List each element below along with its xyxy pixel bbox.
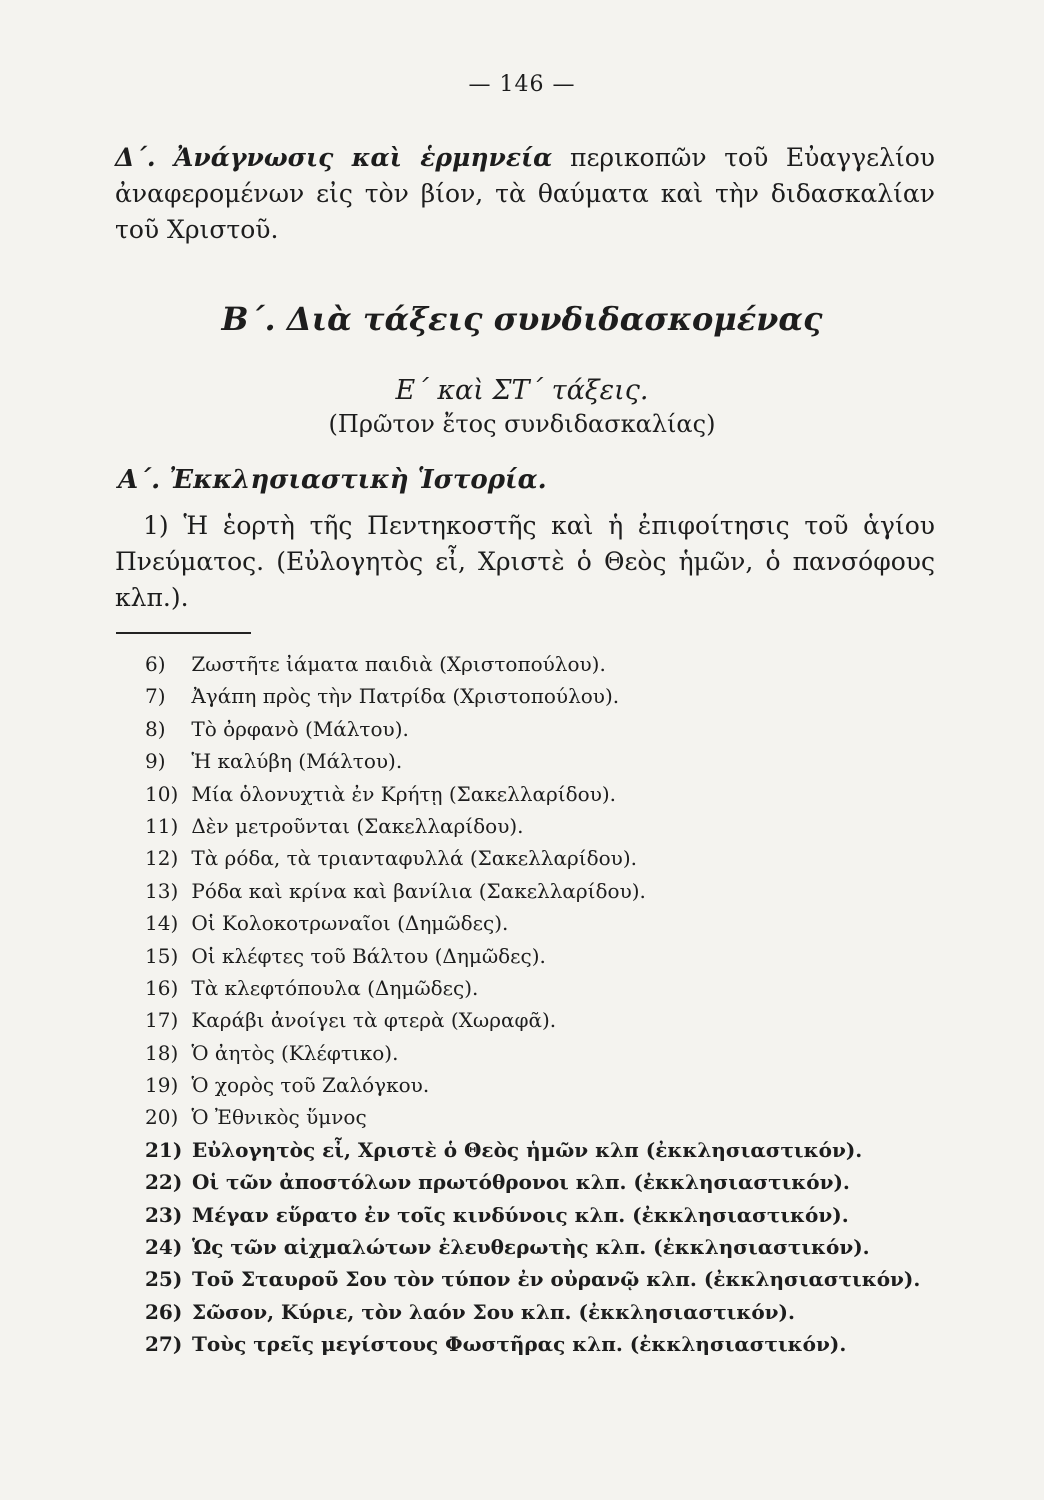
list-item-text: Οἱ Κολοκοτρωναῖοι (Δημῶδες).	[185, 911, 509, 936]
list-item	[145, 1134, 905, 1166]
list-item	[145, 972, 905, 1004]
list-item-number: 8)	[145, 716, 166, 741]
list-item-number: 25)	[145, 1267, 183, 1292]
list-item	[145, 907, 905, 939]
list-item-text: Ὁ χορὸς τοῦ Ζαλόγκου.	[185, 1073, 430, 1098]
list-item-text: Οἱ τῶν ἀποστόλων πρωτόθρονοι κλπ. (ἐκκλησιαστικόν).	[185, 1170, 850, 1195]
list-item	[145, 778, 905, 810]
list-item-number: 22)	[145, 1170, 183, 1195]
list-item-text: Ρόδα καὶ κρίνα καὶ βανίλια (Σακελλαρίδου).	[185, 878, 646, 903]
list-item-text: Δὲν μετροῦνται (Σακελλαρίδου).	[185, 813, 524, 838]
list-item	[145, 1328, 905, 1360]
section-divider	[116, 632, 251, 634]
list-item-text: Ζωστῆτε ἰάματα παιδιὰ (Χριστοπούλου).	[185, 652, 606, 676]
list-item-number: 23)	[145, 1202, 183, 1227]
list-item-number: 26)	[145, 1299, 183, 1324]
list-item-text: Τοῦ Σταυροῦ Σου τὸν τύπον ἐν οὐρανῷ κλπ. (ἐκκλησιαστικόν).	[185, 1267, 921, 1292]
list-item	[145, 1231, 905, 1263]
list-item-text: Ὡς τῶν αἰχμαλώτων ἐλευθερωτὴς κλπ. (ἐκκλησιαστικόν).	[185, 1235, 870, 1260]
list-item-number: 27)	[145, 1332, 183, 1357]
list-item-text: Οἱ κλέφτες τοῦ Βάλτου (Δημῶδες).	[185, 943, 546, 968]
heading-classes: Ε΄ καὶ ΣΤ΄ τάξεις.	[395, 375, 649, 406]
heading-church-history: Α΄. Ἐκκλησιαστικὴ Ἱστορία.	[118, 465, 547, 495]
list-item	[145, 810, 905, 842]
list-item	[145, 1069, 905, 1101]
list-item	[145, 842, 905, 874]
list-item-number: 20)	[145, 1105, 179, 1130]
list-item-text: Ὁ ἀητὸς (Κλέφτικο).	[185, 1040, 399, 1065]
list-item-number: 11)	[145, 813, 179, 838]
list-item-text: Ἡ καλύβη (Μάλτου).	[185, 749, 403, 774]
list-item-number: 21)	[145, 1137, 183, 1162]
list-item	[145, 1004, 905, 1036]
song-list	[145, 648, 921, 1361]
list-item-number: 14)	[145, 911, 179, 936]
list-item-number: 9)	[145, 749, 166, 774]
list-item-number: 18)	[145, 1040, 179, 1065]
list-item-number: 15)	[145, 943, 179, 968]
list-item	[145, 1263, 921, 1295]
list-item	[145, 940, 905, 972]
list-item-number: 24)	[145, 1235, 183, 1260]
list-item	[145, 745, 905, 777]
list-item-text: Τοὺς τρεῖς μεγίστους Φωστῆρας κλπ. (ἐκκλησιαστικόν).	[185, 1332, 847, 1357]
list-item	[145, 875, 905, 907]
list-item-text: Εὐλογητὸς εἶ, Χριστὲ ὁ Θεὸς ἡμῶν κλπ (ἐκκλησιαστικόν).	[185, 1137, 863, 1162]
list-item	[145, 648, 905, 680]
list-item	[145, 1101, 905, 1133]
list-item-number: 17)	[145, 1008, 179, 1033]
list-item-number: 19)	[145, 1073, 179, 1098]
list-item-number: 12)	[145, 846, 179, 871]
list-item-text: Τὰ ρόδα, τὰ τριανταφυλλά (Σακελλαρίδου).	[185, 846, 637, 871]
list-item-number: 7)	[145, 684, 166, 709]
section-d-lead: Δ΄. Ἀνάγνωσις καὶ ἑρμηνεία	[115, 143, 553, 172]
list-item	[145, 1296, 905, 1328]
list-item-number: 13)	[145, 878, 179, 903]
item-1-paragraph: 1) Ἡ ἑορτὴ τῆς Πεντηκοστῆς καὶ ἡ ἐπιφοίτησις τοῦ ἁγίου Πνεύματος. (Εὐλογητὸς εἶ, Χριστὲ ὁ Θεὸς ἡμῶν, ὁ πανσόφους κλπ.).	[115, 511, 935, 612]
page-number: — 146 —	[468, 72, 576, 97]
list-item-number: 6)	[145, 652, 166, 676]
list-item-number: 10)	[145, 781, 179, 806]
list-item	[145, 1166, 905, 1198]
list-item-text: Καράβι ἀνοίγει τὰ φτερὰ (Χωραφᾶ).	[185, 1008, 557, 1033]
list-item	[145, 1199, 905, 1231]
list-item-text: Σῶσον, Κύριε, τὸν λαόν Σου κλπ. (ἐκκλησιαστικόν).	[185, 1299, 795, 1324]
heading-section-b: Β΄. Διὰ τάξεις συνδιδασκομένας	[221, 300, 823, 338]
list-item-text: Ἀγάπη πρὸς τὴν Πατρίδα (Χριστοπούλου).	[185, 684, 620, 709]
list-item	[145, 1037, 905, 1069]
heading-year: (Πρῶτον ἔτος συνδιδασκαλίας)	[328, 410, 716, 438]
list-item	[145, 713, 905, 745]
list-item-text: Μέγαν εὕρατο ἐν τοῖς κινδύνοις κλπ. (ἐκκλησιαστικόν).	[185, 1202, 849, 1227]
section-d-text: περικοπῶν τοῦ Εὐαγγελίου ἀναφερομένων εἰς τὸν βίον, τὰ θαύματα καὶ τὴν διδασκαλίαν τοῦ Χριστοῦ.	[115, 143, 935, 244]
section-d-paragraph	[115, 140, 935, 248]
list-item-text: Ὁ Ἐθνικὸς ὕμνος	[185, 1105, 367, 1130]
list-item	[145, 680, 905, 712]
list-item-text: Μία ὁλονυχτιὰ ἐν Κρήτῃ (Σακελλαρίδου).	[185, 781, 617, 806]
list-item-text: Τὸ ὀρφανὸ (Μάλτου).	[185, 716, 409, 741]
list-item-number: 16)	[145, 975, 179, 1000]
list-item-text: Τὰ κλεφτόπουλα (Δημῶδες).	[185, 975, 479, 1000]
